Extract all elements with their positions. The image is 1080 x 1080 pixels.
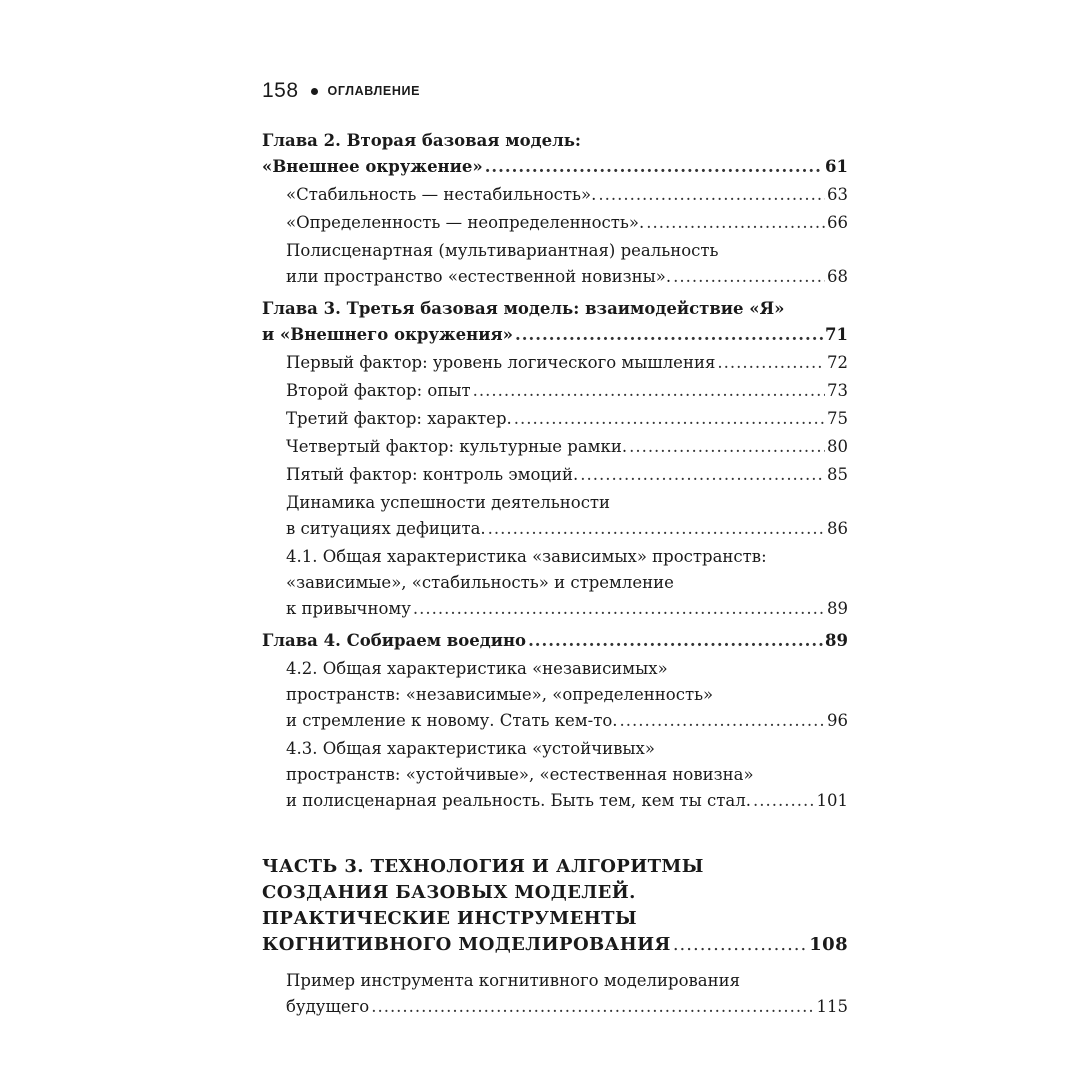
- toc-entry-title-line: в ситуациях дефицита.: [286, 519, 486, 538]
- toc-entry-title-line: и стремление к новому. Стать кем-то.: [286, 711, 618, 730]
- dot-leader: [488, 516, 825, 542]
- dot-leader: [580, 462, 825, 488]
- toc-entry-title-line: и «Внешнего окружения»: [262, 325, 513, 344]
- page-number: 158: [262, 79, 299, 102]
- dot-leader: [673, 264, 825, 290]
- dot-leader: [598, 182, 825, 208]
- toc-entry-sub[interactable]: [262, 182, 848, 208]
- toc-entry-sub[interactable]: [262, 378, 848, 404]
- bullet-separator-icon: [311, 88, 318, 95]
- toc-entry-title-line: и полисценарная реальность. Быть тем, кем ты стал.: [286, 791, 751, 810]
- dot-leader: [485, 154, 823, 180]
- toc-page-number: 108: [809, 934, 848, 955]
- toc-page-number: 73: [827, 381, 848, 400]
- toc-page-number: 80: [827, 437, 848, 456]
- toc-entry-title-line: Пример инструмента когнитивного моделирования: [286, 971, 741, 990]
- toc-entry-title-line: 4.1. Общая характеристика «зависимых» пространств:: [286, 547, 767, 566]
- toc-page-number: 72: [827, 353, 848, 372]
- dot-leader: [620, 708, 825, 734]
- toc-entry-sub[interactable]: [262, 350, 848, 376]
- toc-page-number: 71: [825, 325, 848, 344]
- toc-entry-title-line: СОЗДАНИЯ БАЗОВЫХ МОДЕЛЕЙ.: [262, 882, 636, 903]
- dot-leader: [646, 210, 825, 236]
- toc-entry-title-line: «Внешнее окружение»: [262, 157, 483, 176]
- toc-entry-title-line: Глава 2. Вторая базовая модель:: [262, 131, 582, 150]
- toc-page-number: 66: [827, 213, 848, 232]
- toc-entry-title-line: Четвертый фактор: культурные рамки.: [286, 437, 628, 456]
- toc-entry-title-line: ПРАКТИЧЕСКИЕ ИНСТРУМЕНТЫ: [262, 908, 637, 929]
- toc-page-number: 85: [827, 465, 848, 484]
- toc-entry-chapter[interactable]: [262, 628, 848, 654]
- toc-entry-sub[interactable]: [262, 406, 848, 432]
- page-header: [262, 76, 420, 106]
- toc-entry-title-line: «Определенность — неопределенность».: [286, 213, 645, 232]
- toc-page-number: 89: [825, 631, 848, 650]
- toc-entry-part[interactable]: [262, 854, 848, 958]
- dot-leader: [514, 406, 825, 432]
- toc-entry-title-line: Глава 4. Собираем воедино: [262, 631, 527, 650]
- toc-page-number: 75: [827, 409, 848, 428]
- toc-page-number: 89: [827, 599, 848, 618]
- toc-entry-title-line: Полисценартная (мультивариантная) реальность: [286, 241, 719, 260]
- toc-entry-title-line: к привычному: [286, 599, 411, 618]
- toc-entry-title-line: Динамика успешности деятельности: [286, 493, 611, 512]
- dot-leader: [515, 322, 823, 348]
- toc-page-number: 96: [827, 711, 848, 730]
- toc-entry-sub[interactable]: [262, 736, 848, 814]
- toc-entry-chapter[interactable]: [262, 296, 848, 348]
- toc-page-number: 115: [816, 997, 848, 1016]
- toc-entry-title-line: «Стабильность — нестабильность».: [286, 185, 597, 204]
- table-of-contents: [262, 128, 848, 1020]
- toc-entry-title-line: Третий фактор: характер.: [286, 409, 512, 428]
- toc-entry-title-line: Глава 3. Третья базовая модель: взаимодействие «Я»: [262, 299, 785, 318]
- toc-page-number: 86: [827, 519, 848, 538]
- toc-entry-title-line: Первый фактор: уровень логического мышления: [286, 353, 716, 372]
- running-title: ОГЛАВЛЕНИЕ: [327, 84, 421, 98]
- toc-page-number: 101: [816, 791, 848, 810]
- toc-entry-title-line: 4.3. Общая характеристика «устойчивых»: [286, 739, 655, 758]
- toc-entry-sub[interactable]: [262, 490, 848, 542]
- toc-entry-title-line: Пятый фактор: контроль эмоций.: [286, 465, 579, 484]
- dot-leader: [629, 434, 825, 460]
- toc-entry-sub[interactable]: [262, 238, 848, 290]
- dot-leader: [413, 596, 825, 622]
- toc-entry-title-line: Второй фактор: опыт: [286, 381, 471, 400]
- dot-leader: [717, 350, 825, 376]
- toc-page-number: 61: [825, 157, 848, 176]
- toc-page-number: 68: [827, 267, 848, 286]
- toc-entry-title-line: КОГНИТИВНОГО МОДЕЛИРОВАНИЯ: [262, 934, 671, 955]
- toc-page-number: 63: [827, 185, 848, 204]
- toc-entry-sub[interactable]: [262, 462, 848, 488]
- dot-leader: [673, 932, 807, 958]
- toc-entry-sub[interactable]: [262, 210, 848, 236]
- toc-entry-title-line: ЧАСТЬ 3. ТЕХНОЛОГИЯ И АЛГОРИТМЫ: [262, 856, 704, 877]
- dot-leader: [473, 378, 825, 404]
- toc-entry-title-line: «зависимые», «стабильность» и стремление: [286, 573, 674, 592]
- toc-entry-title-line: или пространство «естественной новизны».: [286, 267, 672, 286]
- dot-leader: [371, 994, 814, 1020]
- toc-entry-title-line: пространств: «устойчивые», «естественная новизна»: [286, 765, 754, 784]
- toc-entry-sub[interactable]: [262, 968, 848, 1020]
- toc-entry-chapter[interactable]: [262, 128, 848, 180]
- toc-entry-sub[interactable]: [262, 544, 848, 622]
- toc-entry-title-line: пространств: «независимые», «определенность»: [286, 685, 714, 704]
- toc-entry-title-line: будущего: [286, 997, 370, 1016]
- toc-entry-sub[interactable]: [262, 656, 848, 734]
- dot-leader: [753, 788, 815, 814]
- dot-leader: [528, 628, 823, 654]
- toc-entry-title-line: 4.2. Общая характеристика «независимых»: [286, 659, 668, 678]
- toc-entry-sub[interactable]: [262, 434, 848, 460]
